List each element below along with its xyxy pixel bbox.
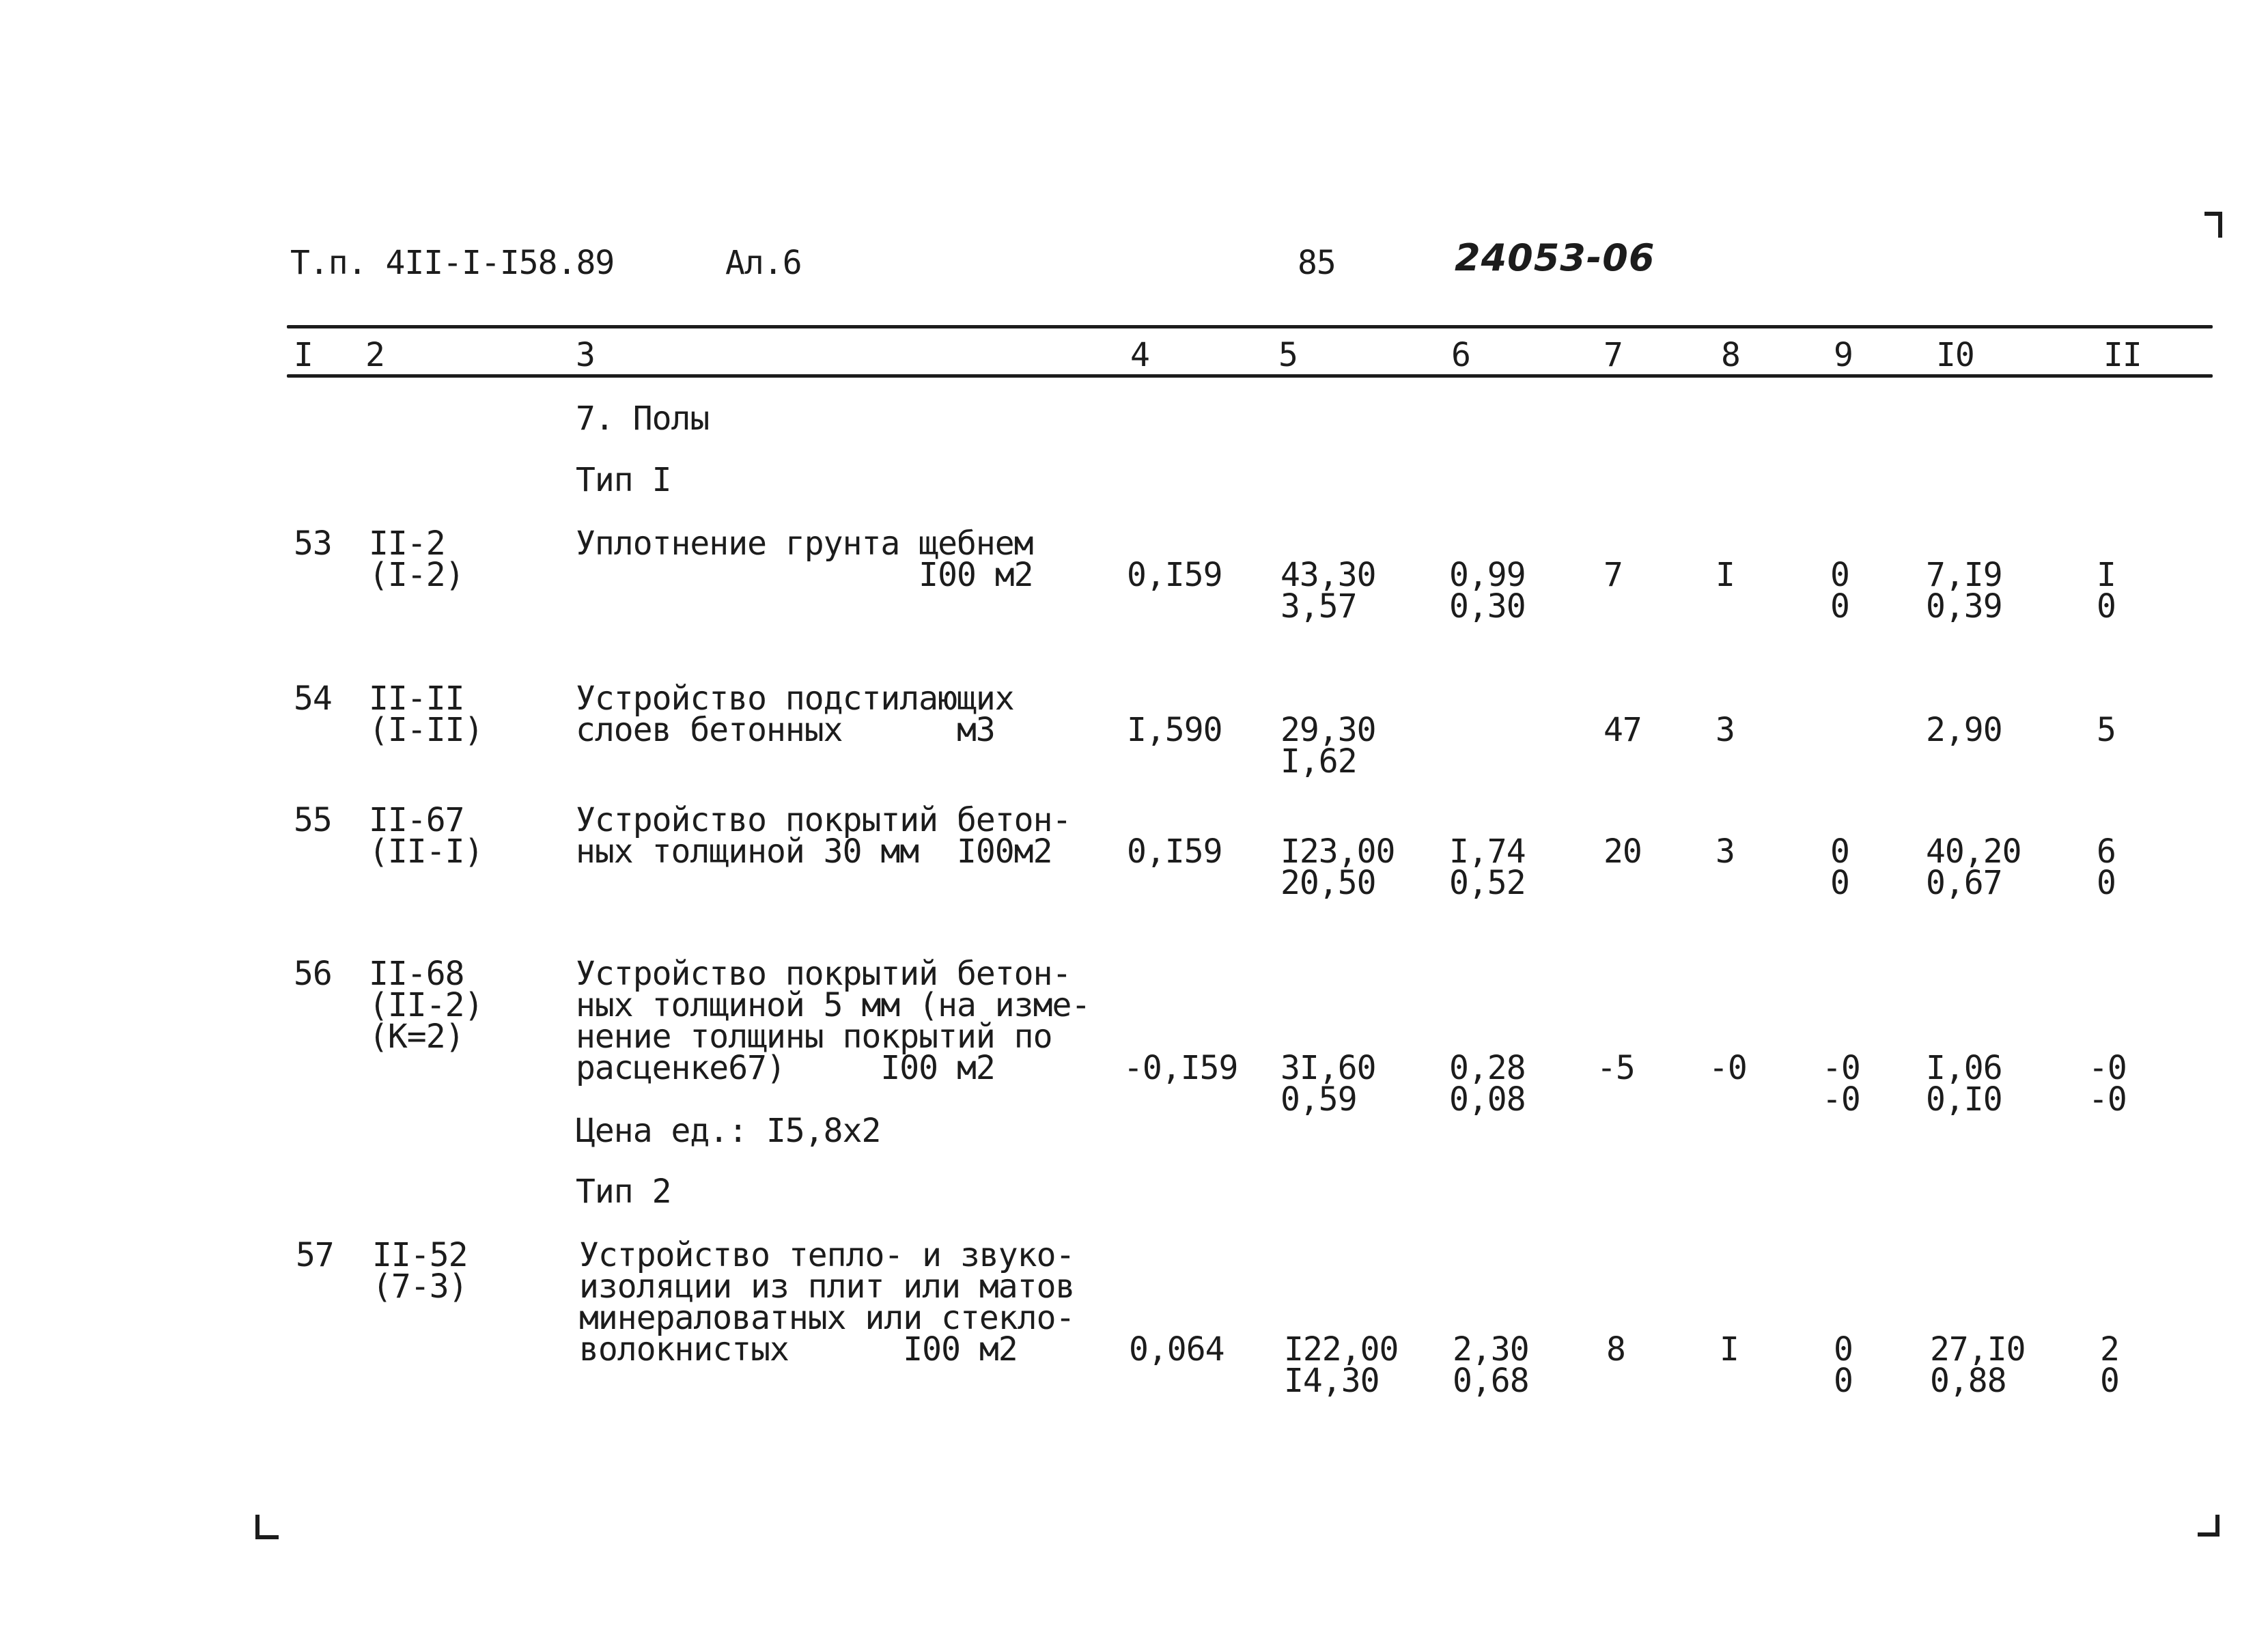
- column-header: 9: [1834, 336, 1853, 374]
- quantity: 0,I59: [1127, 832, 1222, 871]
- value-col-10-secondary: 0,67: [1926, 864, 2002, 902]
- work-description-line-3: минераловатных или стекло-: [579, 1299, 1075, 1337]
- value-col-10: 2,90: [1926, 711, 2002, 749]
- quantity: 0,064: [1129, 1330, 1224, 1369]
- column-header: II: [2103, 336, 2142, 374]
- value-col-5: 29,30: [1280, 711, 1376, 749]
- value-col-10-secondary: 0,88: [1930, 1362, 2006, 1400]
- value-col-11: 6: [2097, 832, 2116, 871]
- rate-code: II-2: [369, 524, 445, 563]
- value-col-5-secondary: I,62: [1280, 742, 1357, 781]
- value-col-6-secondary: 0,52: [1449, 864, 1526, 902]
- value-col-6: 0,28: [1449, 1049, 1526, 1087]
- column-header: 4: [1130, 336, 1149, 374]
- column-header: 5: [1278, 336, 1298, 374]
- work-description: Устройство покрытий бетон-: [576, 801, 1072, 839]
- value-col-5: I22,00: [1284, 1330, 1399, 1369]
- value-col-11-secondary: 0: [2097, 587, 2116, 626]
- value-col-10: 7,I9: [1926, 556, 2002, 594]
- type-1-title: Тип I: [576, 461, 671, 499]
- value-col-6: 0,99: [1449, 556, 1526, 594]
- value-col-9: 0: [1830, 556, 1849, 594]
- rate-code: II-67: [369, 801, 464, 839]
- value-col-5-secondary: 0,59: [1280, 1080, 1357, 1119]
- value-col-10: 40,20: [1926, 832, 2021, 871]
- rate-coefficient: (К=2): [369, 1018, 464, 1056]
- value-col-5-secondary: 20,50: [1280, 864, 1376, 902]
- value-col-7: 8: [1606, 1330, 1625, 1369]
- header-rule-top: [287, 325, 2213, 328]
- work-description-unit: I00 м2: [576, 556, 1033, 594]
- value-col-11-secondary: -0: [2088, 1080, 2127, 1119]
- work-description-unit: волокнистых I00 м2: [579, 1330, 1018, 1369]
- value-col-6-secondary: 0,30: [1449, 587, 1526, 626]
- work-description: Устройство покрытий бетон-: [576, 955, 1072, 993]
- column-header: 6: [1451, 336, 1470, 374]
- value-col-6: 2,30: [1453, 1330, 1529, 1369]
- work-description: Устройство подстилающих: [576, 679, 1014, 718]
- value-col-6: I,74: [1449, 832, 1526, 871]
- value-col-5: I23,00: [1280, 832, 1395, 871]
- rate-code-secondary: (I-II): [369, 711, 484, 749]
- column-header: I0: [1936, 336, 1974, 374]
- work-description: Уплотнение грунта щебнем: [576, 524, 1033, 563]
- section-title: 7. Полы: [576, 400, 710, 438]
- value-col-11: 5: [2097, 711, 2116, 749]
- value-col-8: I: [1720, 1330, 1739, 1369]
- value-col-7: 20: [1604, 832, 1642, 871]
- rate-code-secondary: (I-2): [369, 556, 464, 594]
- value-col-11: -0: [2088, 1049, 2127, 1087]
- row-number: 53: [294, 524, 332, 563]
- work-description-unit: слоев бетонных м3: [576, 711, 995, 749]
- inventory-number: 24053-06: [1455, 236, 1655, 279]
- document-reference: Т.п. 4II-I-I58.89: [290, 244, 615, 282]
- rate-code: II-68: [369, 955, 464, 993]
- work-description-line-3: нение толщины покрытий по: [576, 1018, 1052, 1056]
- work-description-unit: ных толщиной 30 мм I00м2: [576, 832, 1052, 871]
- column-header: I: [294, 336, 313, 374]
- value-col-9-secondary: 0: [1830, 587, 1849, 626]
- value-col-5-secondary: 3,57: [1280, 587, 1357, 626]
- row-number: 57: [296, 1236, 334, 1274]
- value-col-11: 2: [2100, 1330, 2119, 1369]
- work-description-line-2: изоляции из плит или матов: [579, 1267, 1075, 1306]
- value-col-8: 3: [1716, 711, 1735, 749]
- header-rule-bottom: [287, 374, 2213, 378]
- quantity: -0,I59: [1123, 1049, 1238, 1087]
- row-number: 56: [294, 955, 332, 993]
- value-col-11-secondary: 0: [2100, 1362, 2119, 1400]
- value-col-6-secondary: 0,68: [1453, 1362, 1529, 1400]
- value-col-9: 0: [1830, 832, 1849, 871]
- type-2-title: Тип 2: [576, 1173, 671, 1211]
- corner-mark-bottom-left: [255, 1515, 279, 1539]
- column-header: 7: [1604, 336, 1623, 374]
- column-header: 2: [365, 336, 384, 374]
- value-col-10: I,06: [1926, 1049, 2002, 1087]
- value-col-10: 27,I0: [1930, 1330, 2026, 1369]
- value-col-5: 43,30: [1280, 556, 1376, 594]
- value-col-9: -0: [1822, 1049, 1860, 1087]
- value-col-10-secondary: 0,I0: [1926, 1080, 2002, 1119]
- column-header: 3: [576, 336, 595, 374]
- rate-code-secondary: (II-2): [369, 986, 484, 1024]
- value-col-10-secondary: 0,39: [1926, 587, 2002, 626]
- album-label: Ал.6: [725, 244, 802, 282]
- value-col-5: 3I,60: [1280, 1049, 1376, 1087]
- rate-code: II-52: [372, 1236, 468, 1274]
- quantity: 0,I59: [1127, 556, 1222, 594]
- value-col-9-secondary: -0: [1822, 1080, 1860, 1119]
- value-col-7: 7: [1604, 556, 1623, 594]
- rate-code: II-II: [369, 679, 464, 718]
- unit-price-note: Цена ед.: I5,8х2: [576, 1112, 881, 1150]
- value-col-5-secondary: I4,30: [1284, 1362, 1380, 1400]
- value-col-11: I: [2097, 556, 2116, 594]
- quantity: I,590: [1127, 711, 1222, 749]
- value-col-8: -0: [1709, 1049, 1747, 1087]
- column-header: 8: [1721, 336, 1740, 374]
- row-number: 55: [294, 801, 332, 839]
- value-col-6-secondary: 0,08: [1449, 1080, 1526, 1119]
- value-col-7: 47: [1604, 711, 1642, 749]
- page-number: 85: [1298, 244, 1336, 282]
- rate-code-secondary: (7-3): [372, 1267, 468, 1306]
- value-col-9-secondary: 0: [1834, 1362, 1853, 1400]
- value-col-7: -5: [1597, 1049, 1635, 1087]
- corner-mark-top-right: [2204, 212, 2222, 238]
- corner-mark-bottom-right: [2198, 1515, 2220, 1537]
- rate-code-secondary: (II-I): [369, 832, 484, 871]
- work-description-unit: расценке67) I00 м2: [576, 1049, 995, 1087]
- value-col-8: I: [1716, 556, 1735, 594]
- row-number: 54: [294, 679, 332, 718]
- work-description: Устройство тепло- и звуко-: [579, 1236, 1075, 1274]
- value-col-9: 0: [1834, 1330, 1853, 1369]
- value-col-9-secondary: 0: [1830, 864, 1849, 902]
- value-col-11-secondary: 0: [2097, 864, 2116, 902]
- value-col-8: 3: [1716, 832, 1735, 871]
- work-description-line-2: ных толщиной 5 мм (на изме-: [576, 986, 1091, 1024]
